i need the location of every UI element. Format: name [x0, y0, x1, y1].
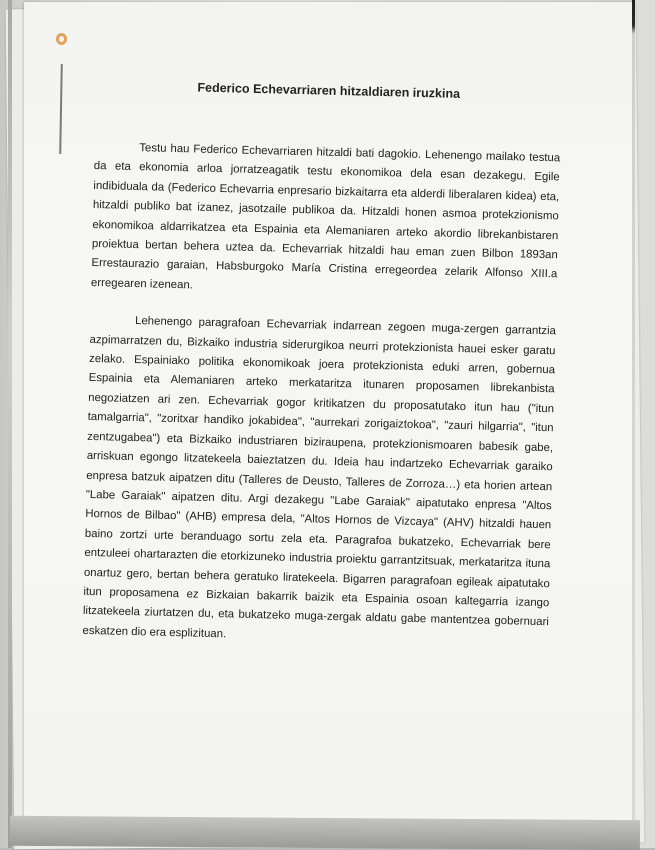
- paragraph-analysis: Lehenengo paragrafoan Echevarriak indarrean zegoen muga-zergen garrantzia azpimarratzen du, Bizkaiko industria siderurgikoa neurri protekzionista hauei esker garatu zelako. Espainiako politika ekonomikoak joera protekzionista eduki arren, gobernua Espainia eta Alemaniaren arteko merkataritza itunaren proposamen librekanbista negoziatzen ari zen. Echevarriak gogor kritikatzen du proposatutako itun hau ("itun tamalgarria", "zoritxar handiko jokabidea", "aurrekari zorigaiztokoa", "zauri hilgarria", "itun zentzugabea") eta Bizkaiko industriaren biziraupena, protekzionismoaren babesik gabe, arriskuan egongo litzatekeela baieztatzen du. Ideia hau indartzeko Echevarriak garaiko enpresa batzuk aipatzen ditu (Talleres de Deusto, Talleres de Zorroza…) eta horien artean "Labe Garaiak" aipatzen ditu. Argi dezakegu "Labe Garaiak" aipatutako enpresa "Altos Hornos de Bilbao" (AHB) empresa dela, "Altos Hornos de Vizcaya" (AHV) hitzaldi hauen baino zortzi urte beranduago sortu zela eta. Paragrafoa bukatzeko, Echevarriak bere entzuleei ohartarazten die etorkizuneko industria proiektu garrantzitsuak, merkataritza ituna onartuz gero, bertan behera geratuko liratekeela. Bigarren paragrafoan egileak aipatutako itun proposamena ez Bizkaian bakarrik baizik eta Espainia osoan kaltegarria izango litzatekeela ziurtatzen du, eta bukatzeko muga-zergak aldatu gabe mantentzea gobernuari eskatzen dio era esplizituan.: [82, 315, 557, 641]
- scan-bottom-edge: [10, 816, 640, 850]
- paper-clip-icon: [56, 33, 67, 45]
- paragraph-introduction: Testu hau Federico Echevarriaren hitzaldi bati dagokio. Lehenengo mailako testua da eta ekonomia arloa jorratzeagatik testu ekonomikoa dela esan dezakegu. Egile indibiduala da (Federico Echevarria enpresario bizkaitarra eta alderdi liberalaren kidea) eta, hitzaldi publiko bat izanez, jasotzaile publikoa da. Hitzaldi honen asmoa protekzionismo ekonomikoa aldarrikatzea eta Espainia eta Alemaniaren arteko akordio librekanbistaren proiektua bertan behera uztea da. Echevarriak hitzaldi hau eman zuen Bilbon 1893an Errestaurazio garaian, Habsburgoko María Cristina erregeordea zelarik Alfonso XIII.a erregearen izenean.: [90, 142, 561, 292]
- document-body: [82, 78, 562, 670]
- binder-edge: [8, 0, 12, 848]
- scan-right-edge: [632, 0, 635, 848]
- document-title: Federico Echevarriaren hitzaldiaren iruzkina: [197, 80, 461, 101]
